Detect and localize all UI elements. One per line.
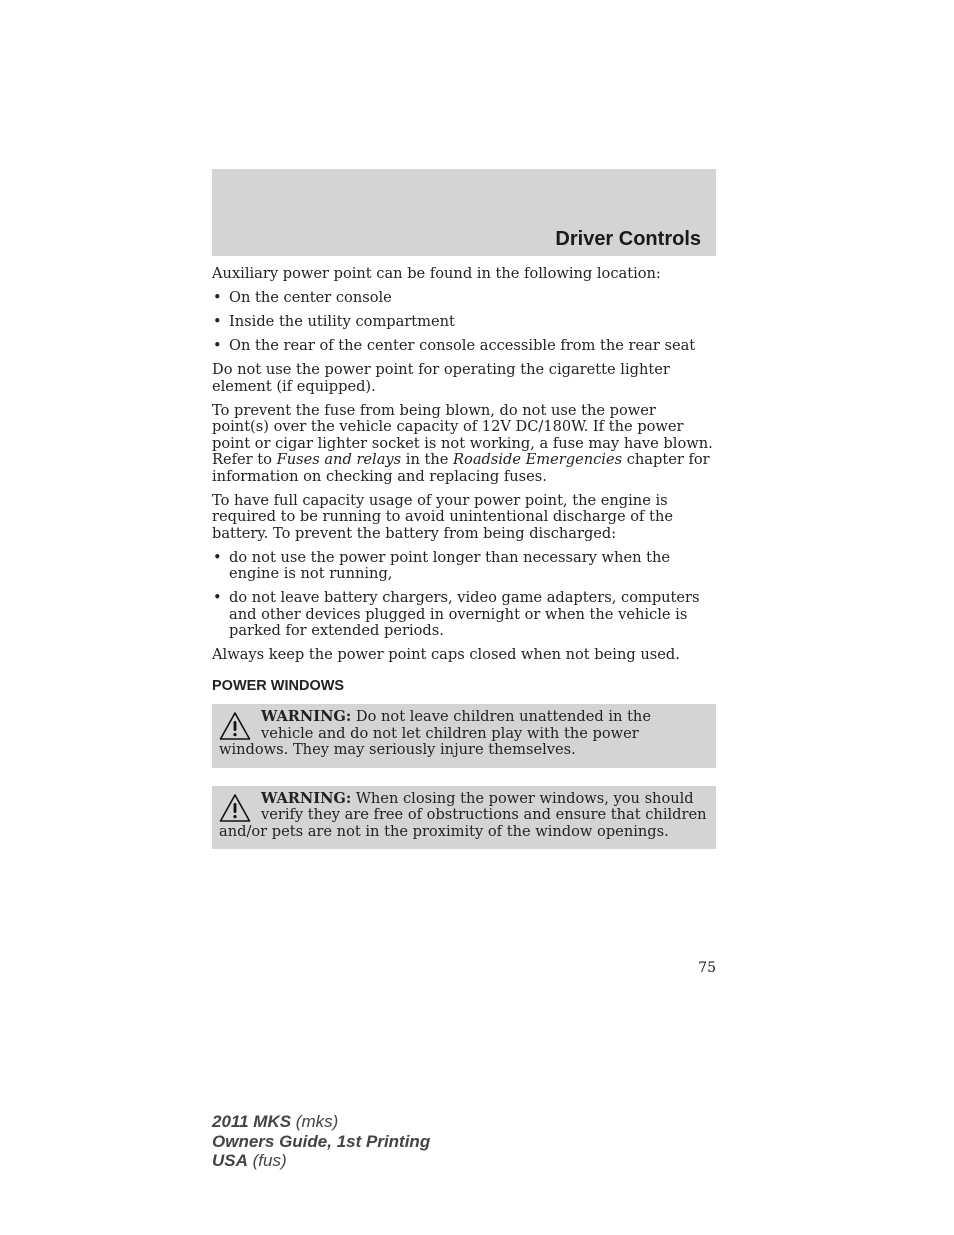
caps-paragraph: Always keep the power point caps closed when not being used. [212,646,680,663]
list-item: • do not leave battery chargers, video game adapters, computers and other devices plugged in overnight or when the vehicle is parked for extended periods. [212,590,716,640]
fuses-relays-reference: Fuses and relays [276,451,402,468]
page-number: 75 [698,960,716,976]
location-list [212,290,716,355]
fuse-text: chapter for information on checking and replacing fuses. [212,451,710,485]
warning-label: WARNING: [261,708,352,725]
footer-line-model [212,1112,430,1132]
list-item: • do not use the power point longer than necessary when the engine is not running, [212,550,716,583]
discharge-tips-list [212,550,716,640]
fuse-text: in the [401,451,454,468]
capacity-paragraph: To have full capacity usage of your power point, the engine is required to be running to avoid unintentional discharge of the battery. To prevent the battery from being discharged: [212,491,673,542]
page-content [212,266,716,867]
lighter-paragraph: Do not use the power point for operating the cigarette lighter element (if equipped). [212,361,670,395]
warning-triangle-icon [219,711,251,741]
roadside-emergencies-reference: Roadside Emergencies [453,451,623,468]
warning-text: Do not leave children unattended in the vehicle and do not let children play with the power windows. They may seriously injure themselves. [219,708,651,758]
warning-label: WARNING: [261,789,352,807]
intro-paragraph: Auxiliary power point can be found in the following location: [212,265,661,282]
footer-market-code: (fus) [247,1151,287,1170]
section-heading-power-windows: POWER WINDOWS [212,677,345,694]
footer-line-market [212,1151,430,1171]
warning-triangle-icon [219,793,251,823]
fuse-paragraph [212,403,716,486]
footer-market: USA [212,1151,248,1170]
fuse-text: To prevent the fuse from being blown, do not use the power point(s) over the vehicle capacity of 12V DC/180W. If the power point or cigar lighter socket is not working, a fuse may have blown. Refer to [212,401,713,468]
footer-model-code: (mks) [291,1112,339,1131]
list-item: • Inside the utility compartment [212,314,716,331]
chapter-title: Driver Controls [555,228,701,250]
list-item: • On the rear of the center console accessible from the rear seat [212,338,716,355]
footer-model: 2011 MKS [212,1112,292,1131]
warning-box [212,786,716,850]
footer-print-info [212,1112,430,1171]
list-item: • On the center console [212,290,716,307]
warning-text: When closing the power windows, you should verify they are free of obstructions and ensure that children and/or pets are not in the proximity of the window openings. [219,789,707,840]
warning-box [212,704,716,768]
footer-line-edition: Owners Guide, 1st Printing [212,1131,431,1151]
chapter-header-bar [212,169,716,256]
